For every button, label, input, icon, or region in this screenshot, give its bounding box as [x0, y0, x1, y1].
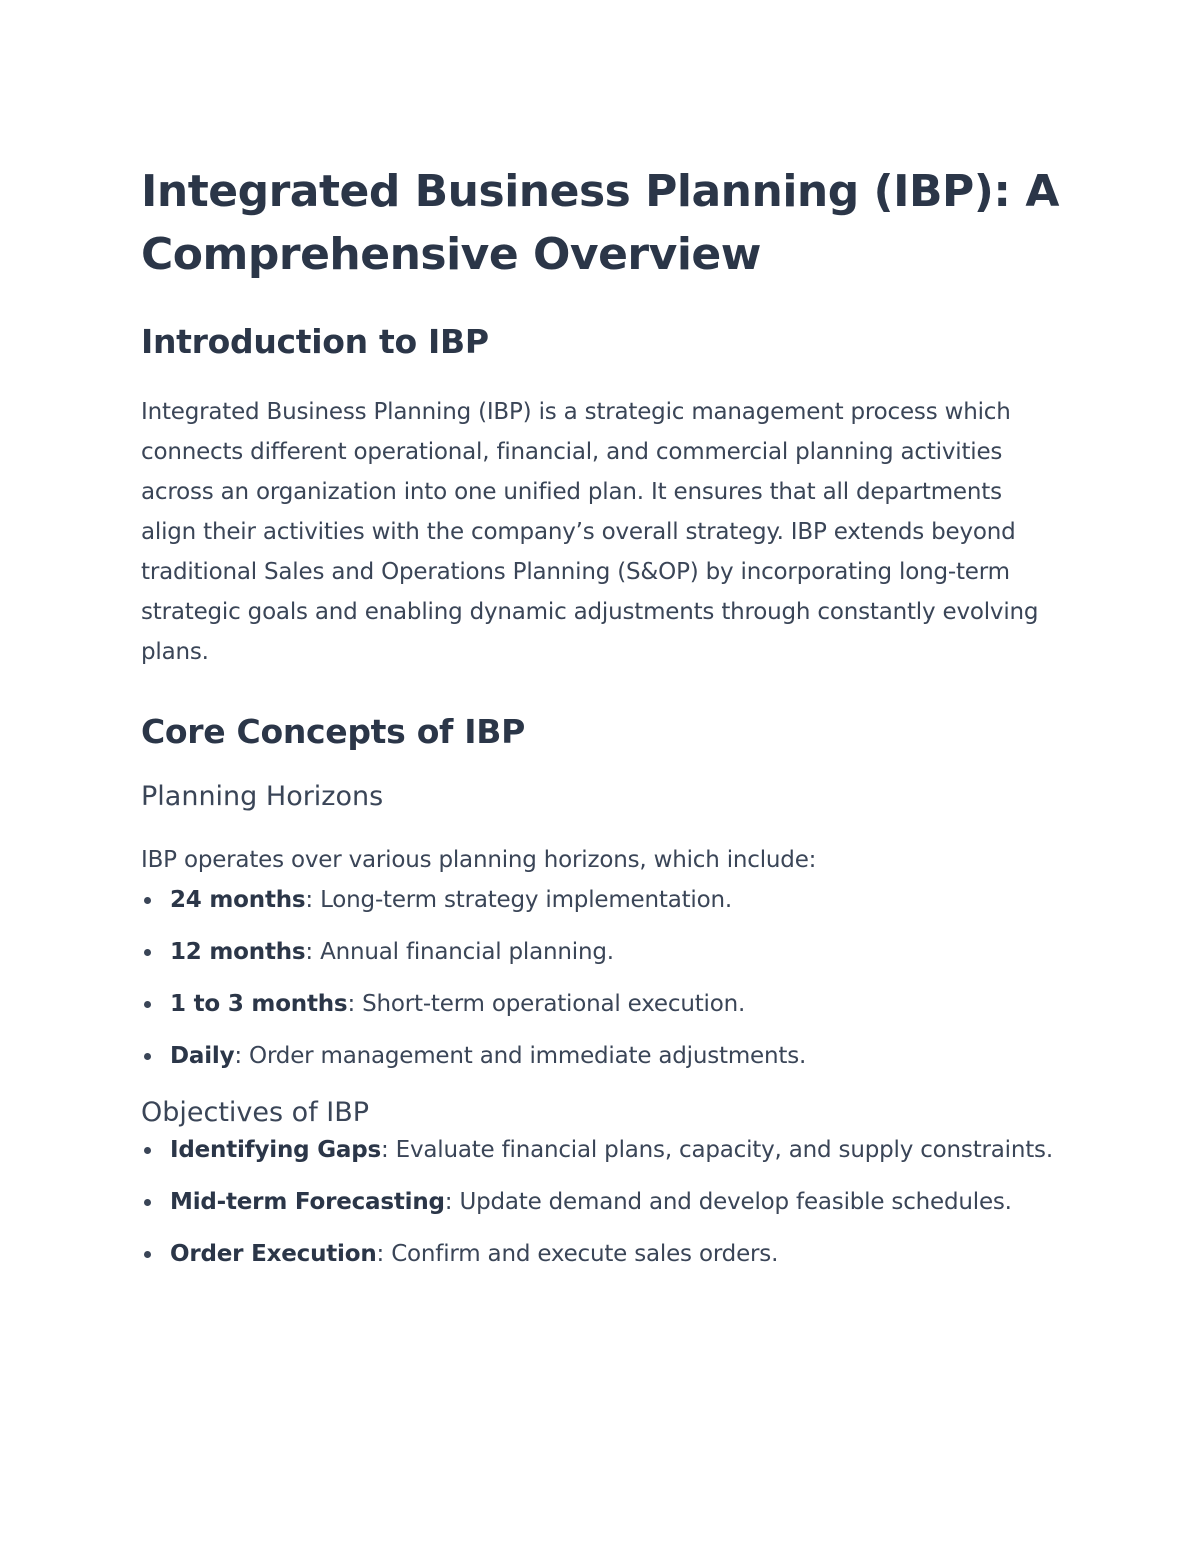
bullet-icon [144, 949, 151, 956]
list-item-description: : Short-term operational execution. [347, 991, 746, 1017]
bullet-icon [144, 1199, 151, 1206]
list-item-description: : Annual financial planning. [305, 939, 614, 965]
subheading-planning-horizons: Planning Horizons [141, 781, 384, 812]
list-item-description: : Order management and immediate adjustments. [234, 1043, 807, 1069]
list-item [141, 1036, 1061, 1076]
section-heading-introduction: Introduction to IBP [141, 322, 489, 361]
list-item [141, 1182, 1061, 1222]
subheading-objectives: Objectives of IBP [141, 1097, 370, 1128]
list-item-description: : Confirm and execute sales orders. [376, 1241, 779, 1267]
list-item-term: 1 to 3 months [170, 991, 348, 1017]
list-item-term: Identifying Gaps [170, 1137, 381, 1163]
bullet-icon [144, 1053, 151, 1060]
bullet-icon [144, 1251, 151, 1258]
list-item-description: : Long-term strategy implementation. [305, 887, 732, 913]
bullet-icon [144, 1001, 151, 1008]
list-item [141, 1234, 1061, 1274]
list-item [141, 932, 1061, 972]
list-item-description: : Update demand and develop feasible schedules. [444, 1189, 1012, 1215]
list-item-term: 24 months [170, 887, 306, 913]
bullet-icon [144, 897, 151, 904]
document-page [141, 160, 1061, 1286]
planning-horizons-list [141, 880, 1061, 1076]
list-item [141, 1130, 1061, 1170]
list-item-term: Order Execution [170, 1241, 377, 1267]
objectives-list [141, 1130, 1061, 1274]
section-heading-core-concepts: Core Concepts of IBP [141, 712, 526, 751]
introduction-paragraph: Integrated Business Planning (IBP) is a strategic management process which connects different operational, financial, and commercial planning activities across an organization into one unified plan. It ensures that all departments align their activities with the company’s overall strategy. IBP extends beyond traditional Sales and Operations Planning (S&OP) by incorporating long-term strategic goals and enabling dynamic adjustments through constantly evolving plans. [141, 399, 1039, 665]
list-item [141, 880, 1061, 920]
list-item [141, 984, 1061, 1024]
document-title: Integrated Business Planning (IBP): A Comprehensive Overview [141, 166, 1059, 280]
bullet-icon [144, 1147, 151, 1154]
list-item-term: Daily [170, 1043, 235, 1069]
list-item-term: 12 months [170, 939, 306, 965]
planning-horizons-intro: IBP operates over various planning horizons, which include: [141, 847, 817, 873]
list-item-term: Mid-term Forecasting [170, 1189, 445, 1215]
list-item-description: : Evaluate financial plans, capacity, and supply constraints. [380, 1137, 1053, 1163]
